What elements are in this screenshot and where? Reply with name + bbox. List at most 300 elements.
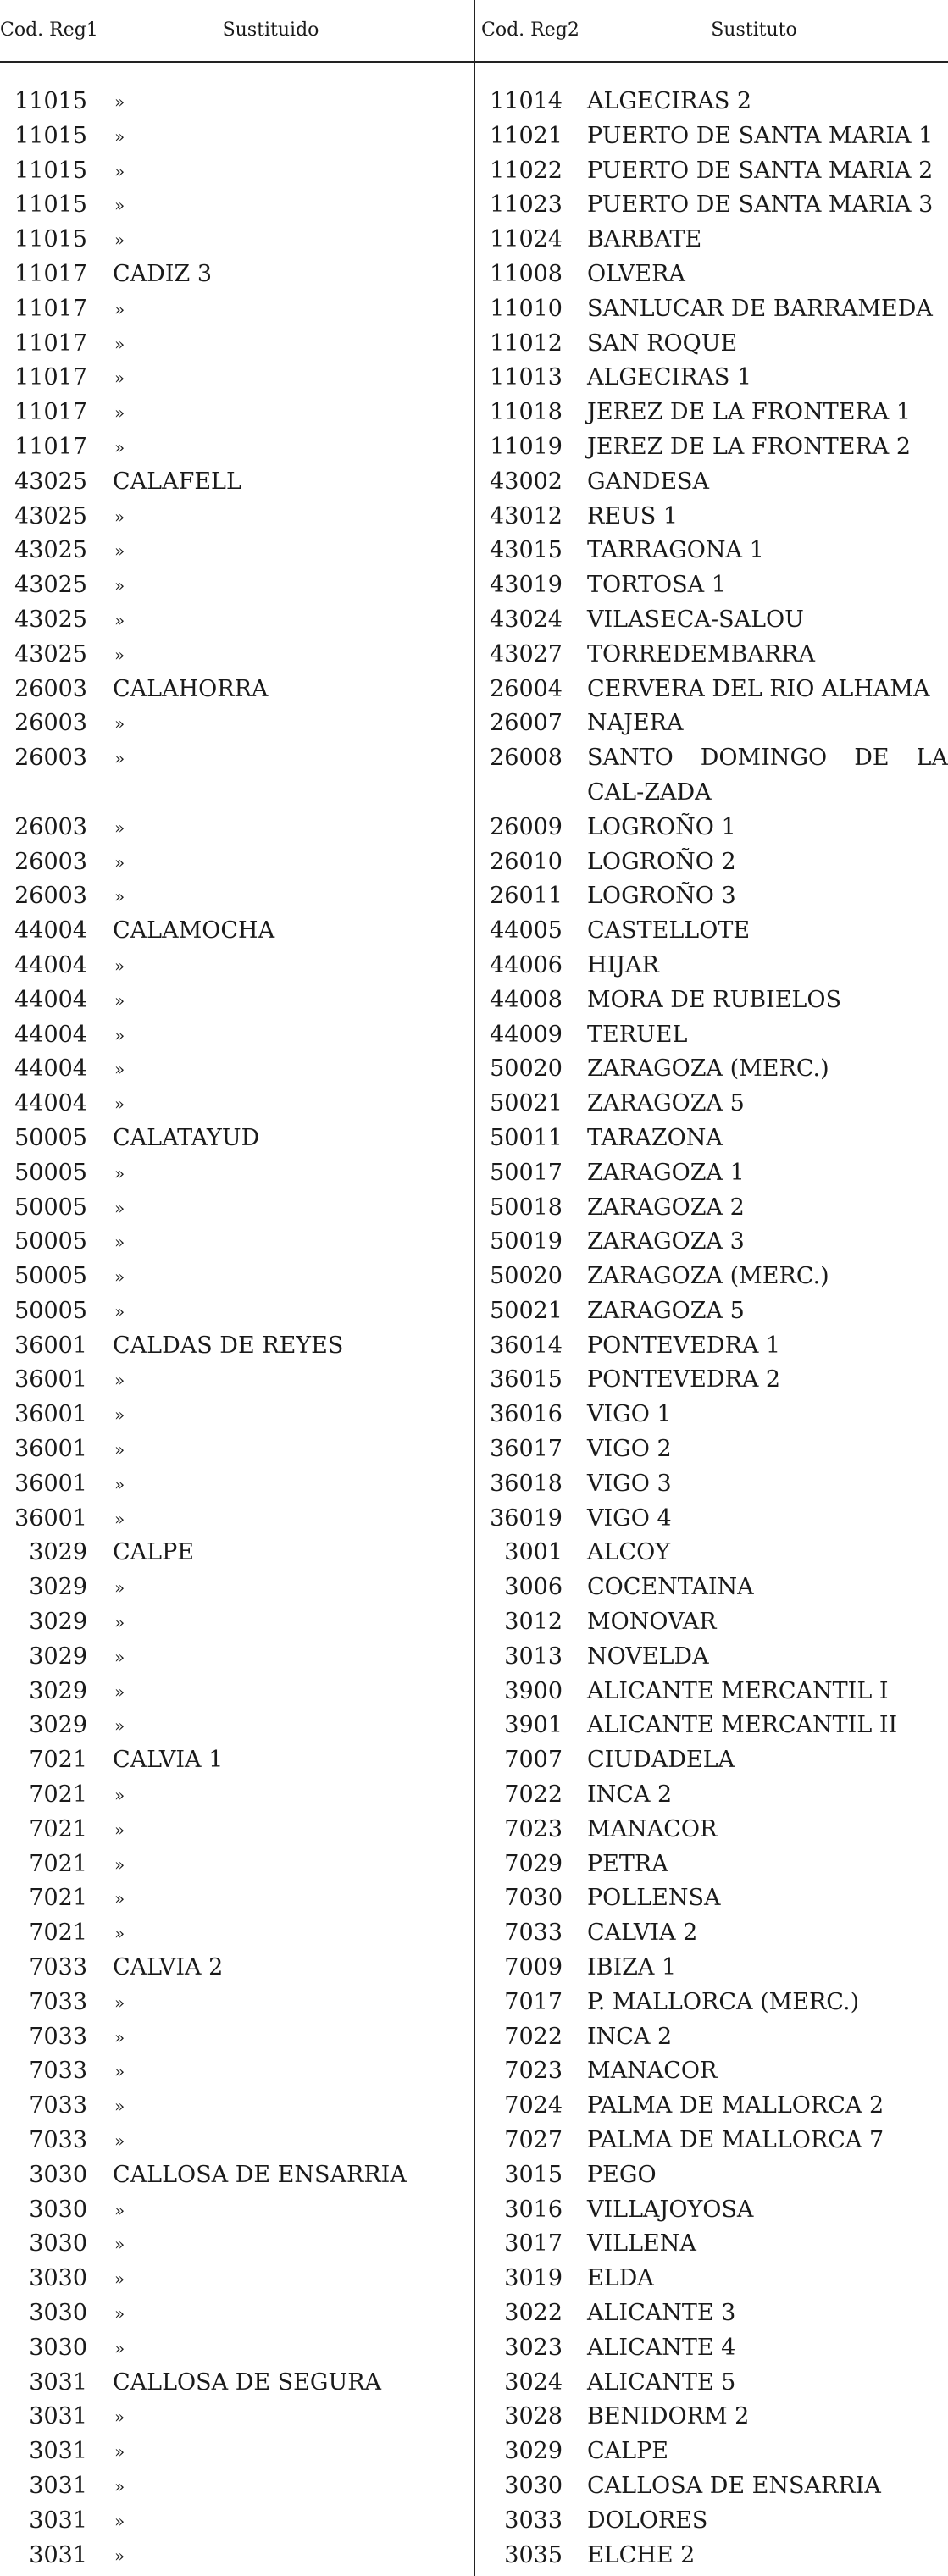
code-reg1-cell: 3029 xyxy=(29,1712,87,1739)
sustituto-cell: ZARAGOZA 3 xyxy=(587,1228,745,1255)
code-reg2-cell: 11019 xyxy=(490,433,563,460)
code-reg1-cell: 3031 xyxy=(29,2368,87,2396)
sustituto-cell: DOLORES xyxy=(587,2507,708,2534)
code-reg2-cell: 3006 xyxy=(504,1574,563,1601)
sustituto-cell: MONOVAR xyxy=(587,1609,717,1636)
sustituido-cell: » xyxy=(114,1439,125,1460)
sustituto-cell: CALVIA 2 xyxy=(587,1920,698,1947)
code-reg1-cell: 11015 xyxy=(14,191,87,219)
table-row xyxy=(0,119,948,154)
code-reg2-cell: 3016 xyxy=(504,2196,563,2223)
code-reg1-cell: 3030 xyxy=(29,2196,87,2223)
sustituto-cell: ZARAGOZA 2 xyxy=(587,1194,745,1221)
code-reg1-cell: 11015 xyxy=(14,157,87,184)
code-reg2-cell: 50021 xyxy=(490,1297,563,1324)
code-reg2-cell: 3900 xyxy=(504,1677,563,1704)
table-row xyxy=(0,914,948,949)
sustituto-cell: PONTEVEDRA 1 xyxy=(587,1332,781,1359)
sustituido-cell: CADIZ 3 xyxy=(113,260,212,287)
sustituido-cell: » xyxy=(114,1785,125,1806)
table-row xyxy=(0,258,948,292)
sustituto-cell: PEGO xyxy=(587,2161,657,2188)
code-reg2-cell: 36015 xyxy=(490,1366,563,1393)
code-reg1-cell: 50005 xyxy=(14,1228,87,1255)
code-reg2-cell: 44008 xyxy=(490,986,563,1013)
code-reg2-cell: 11013 xyxy=(490,364,563,391)
code-reg1-cell: 7033 xyxy=(29,2127,87,2154)
sustituto-cell: LOGROÑO 2 xyxy=(587,848,736,875)
code-reg1-cell: 43025 xyxy=(14,537,87,564)
sustituto-cell: ALICANTE 4 xyxy=(587,2334,736,2361)
sustituido-cell: » xyxy=(114,1094,125,1115)
sustituido-cell: » xyxy=(114,1370,125,1391)
sustituido-cell: » xyxy=(114,91,125,112)
table-row xyxy=(0,2262,948,2296)
code-reg1-cell: 3031 xyxy=(29,2472,87,2499)
code-reg1-cell: 43025 xyxy=(14,468,87,495)
header-sustituto: Sustituto xyxy=(711,19,797,41)
sustituto-cell: ELDA xyxy=(587,2265,654,2292)
sustituto-cell: COCENTAINA xyxy=(587,1574,754,1601)
code-reg2-cell: 50018 xyxy=(490,1194,563,1221)
sustituto-cell: REUS 1 xyxy=(587,502,679,529)
sustituido-cell: CALAFELL xyxy=(113,468,241,495)
sustituido-cell: » xyxy=(114,609,125,630)
code-reg2-cell: 3019 xyxy=(504,2265,563,2292)
table-row xyxy=(0,188,948,223)
table-row xyxy=(0,1122,948,1156)
sustituto-cell: SAN ROQUE xyxy=(587,330,738,357)
sustituido-cell: CALDAS DE REYES xyxy=(113,1332,344,1359)
sustituto-cell: TORTOSA 1 xyxy=(587,572,726,599)
sustituto-cell: VIGO 2 xyxy=(587,1436,672,1463)
sustituido-cell: » xyxy=(114,1888,125,1909)
code-reg1-cell: 11017 xyxy=(14,295,87,322)
code-reg1-cell: 11015 xyxy=(14,88,87,114)
sustituto-cell: ELCHE 2 xyxy=(587,2541,696,2568)
code-reg2-cell: 11021 xyxy=(490,122,563,149)
sustituido-cell: » xyxy=(114,2337,125,2358)
code-reg1-cell: 44004 xyxy=(14,1021,87,1048)
code-reg1-cell: 3029 xyxy=(29,1677,87,1704)
sustituido-cell: » xyxy=(114,2269,125,2290)
code-reg1-cell: 11017 xyxy=(14,433,87,460)
code-reg1-cell: 36001 xyxy=(14,1436,87,1463)
sustituido-cell: » xyxy=(114,644,125,665)
code-reg1-cell: 3030 xyxy=(29,2265,87,2292)
sustituido-cell: » xyxy=(114,1232,125,1253)
code-reg1-cell: 3030 xyxy=(29,2334,87,2361)
code-reg2-cell: 36018 xyxy=(490,1470,563,1497)
sustituido-cell: » xyxy=(114,1300,125,1321)
code-reg1-cell: 44004 xyxy=(14,1055,87,1083)
table-row xyxy=(0,154,948,189)
sustituto-cell: P. MALLORCA (MERC.) xyxy=(587,1988,860,2015)
sustituido-cell: » xyxy=(114,1404,125,1426)
table-row xyxy=(0,1225,948,1260)
table-row xyxy=(0,1675,948,1709)
sustituto-cell: PUERTO DE SANTA MARIA 2 xyxy=(587,157,934,184)
table-row xyxy=(0,1881,948,1916)
table-row xyxy=(0,1191,948,1226)
sustituto-cell: TORREDEMBARRA xyxy=(587,640,816,668)
code-reg2-cell: 50021 xyxy=(490,1090,563,1117)
table-row xyxy=(0,1536,948,1571)
sustituido-cell: » xyxy=(114,402,125,424)
code-reg2-cell: 36019 xyxy=(490,1504,563,1532)
code-reg2-cell: 26008 xyxy=(490,745,563,772)
sustituto-cell: PONTEVEDRA 2 xyxy=(587,1366,781,1393)
sustituido-cell: » xyxy=(114,748,125,769)
sustituido-cell: » xyxy=(114,1646,125,1667)
sustituido-cell: » xyxy=(114,436,125,457)
sustituto-cell: LOGROÑO 1 xyxy=(587,813,736,840)
sustituto-cell: IBIZA 1 xyxy=(587,1954,677,1981)
table-row xyxy=(0,1432,948,1467)
sustituido-cell: » xyxy=(114,575,125,596)
sustituto-cell: GANDESA xyxy=(587,468,710,495)
code-reg1-cell: 11017 xyxy=(14,364,87,391)
sustituto-cell: VIGO 4 xyxy=(587,1504,672,1532)
sustituto-cell: ALCOY xyxy=(587,1539,671,1566)
sustituido-cell: CALAMOCHA xyxy=(113,917,275,945)
code-reg1-cell: 11017 xyxy=(14,260,87,287)
table-row xyxy=(0,741,948,811)
code-reg1-cell: 7021 xyxy=(29,1920,87,1947)
code-reg1-cell: 26003 xyxy=(14,813,87,840)
code-reg2-cell: 7027 xyxy=(504,2127,563,2154)
sustituto-cell: ALICANTE 5 xyxy=(587,2368,736,2396)
table-row xyxy=(0,2124,948,2158)
sustituto-cell: ALGECIRAS 2 xyxy=(587,88,752,114)
code-reg2-cell: 7023 xyxy=(504,1815,563,1842)
sustituto-cell: SANTO DOMINGO DE LA CAL-ZADA xyxy=(587,745,948,806)
sustituto-cell: ALICANTE MERCANTIL I xyxy=(587,1677,889,1704)
sustituido-cell: CALPE xyxy=(113,1539,194,1566)
sustituto-cell: TARRAGONA 1 xyxy=(587,537,764,564)
code-reg1-cell: 7033 xyxy=(29,2023,87,2050)
code-reg1-cell: 26003 xyxy=(14,848,87,875)
header-code-reg1: Cod. Reg1 xyxy=(0,19,98,41)
table-row xyxy=(0,673,948,707)
table-body xyxy=(0,85,948,2573)
sustituto-cell: BENIDORM 2 xyxy=(587,2403,750,2430)
code-reg2-cell: 26010 xyxy=(490,848,563,875)
code-reg2-cell: 44009 xyxy=(490,1021,563,1048)
sustituto-cell: PALMA DE MALLORCA 7 xyxy=(587,2127,884,2154)
sustituido-cell: » xyxy=(114,333,125,354)
code-reg2-cell: 26007 xyxy=(490,710,563,737)
sustituto-cell: PALMA DE MALLORCA 2 xyxy=(587,2092,884,2119)
code-reg1-cell: 50005 xyxy=(14,1263,87,1290)
table-row xyxy=(0,949,948,983)
sustituto-cell: CALLOSA DE ENSARRIA xyxy=(587,2472,881,2499)
sustituido-cell: » xyxy=(114,1853,125,1875)
table-row xyxy=(0,706,948,741)
table-row xyxy=(0,2400,948,2435)
table-row xyxy=(0,845,948,880)
code-reg2-cell: 36017 xyxy=(490,1436,563,1463)
sustituto-cell: VIGO 3 xyxy=(587,1470,672,1497)
sustituto-cell: ZARAGOZA 5 xyxy=(587,1090,745,1117)
code-reg2-cell: 7030 xyxy=(504,1885,563,1912)
table-row xyxy=(0,1052,948,1087)
sustituido-cell: » xyxy=(114,506,125,527)
code-reg1-cell: 11017 xyxy=(14,330,87,357)
code-reg1-cell: 50005 xyxy=(14,1297,87,1324)
code-reg1-cell: 3029 xyxy=(29,1539,87,1566)
code-reg1-cell: 3029 xyxy=(29,1643,87,1670)
sustituido-cell: » xyxy=(114,2303,125,2324)
code-reg1-cell: 44004 xyxy=(14,986,87,1013)
table-row xyxy=(0,1605,948,1640)
code-reg1-cell: 3031 xyxy=(29,2507,87,2534)
sustituto-cell: CERVERA DEL RIO ALHAMA xyxy=(587,675,930,702)
table-row xyxy=(0,1951,948,1986)
code-reg2-cell: 7029 xyxy=(504,1850,563,1877)
code-reg2-cell: 50011 xyxy=(490,1124,563,1151)
code-reg1-cell: 7021 xyxy=(29,1747,87,1774)
sustituto-cell: JEREZ DE LA FRONTERA 2 xyxy=(587,433,911,460)
sustituto-cell: VILLAJOYOSA xyxy=(587,2196,754,2223)
code-reg1-cell: 26003 xyxy=(14,710,87,737)
code-reg1-cell: 44004 xyxy=(14,951,87,978)
code-reg2-cell: 3012 xyxy=(504,1609,563,1636)
table-row xyxy=(0,396,948,430)
code-reg1-cell: 7021 xyxy=(29,1781,87,1809)
sustituido-cell: CALLOSA DE ENSARRIA xyxy=(113,2161,407,2188)
table-row xyxy=(0,1571,948,1605)
sustituido-cell: » xyxy=(114,2475,125,2496)
table-row xyxy=(0,568,948,603)
sustituto-cell: INCA 2 xyxy=(587,1781,673,1809)
sustituido-cell: » xyxy=(114,1715,125,1737)
code-reg1-cell: 26003 xyxy=(14,675,87,702)
code-reg1-cell: 11015 xyxy=(14,122,87,149)
table-row xyxy=(0,1640,948,1675)
code-reg1-cell: 36001 xyxy=(14,1504,87,1532)
sustituido-cell: » xyxy=(114,1819,125,1840)
code-reg2-cell: 3028 xyxy=(504,2403,563,2430)
code-reg1-cell: 3031 xyxy=(29,2403,87,2430)
code-reg1-cell: 7021 xyxy=(29,1885,87,1912)
sustituto-cell: CALPE xyxy=(587,2438,668,2465)
sustituido-cell: » xyxy=(114,540,125,562)
code-reg1-cell: 26003 xyxy=(14,883,87,910)
table-row xyxy=(0,1398,948,1432)
sustituto-cell: TERUEL xyxy=(587,1021,688,1048)
code-reg1-cell: 3029 xyxy=(29,1574,87,1601)
table-row xyxy=(0,2020,948,2055)
code-reg2-cell: 11022 xyxy=(490,157,563,184)
sustituido-cell: » xyxy=(114,1266,125,1288)
code-reg2-cell: 3901 xyxy=(504,1712,563,1739)
sustituto-cell: OLVERA xyxy=(587,260,685,287)
sustituido-cell: » xyxy=(114,1577,125,1598)
code-reg1-cell: 7033 xyxy=(29,2092,87,2119)
table-row xyxy=(0,2435,948,2469)
sustituido-cell: » xyxy=(114,2407,125,2428)
table-row xyxy=(0,603,948,638)
header-code-reg2: Cod. Reg2 xyxy=(481,19,579,41)
table-row xyxy=(0,292,948,327)
table-row xyxy=(0,1467,948,1502)
header-sustituido: Sustituido xyxy=(222,19,319,41)
code-reg1-cell: 43025 xyxy=(14,572,87,599)
sustituto-cell: ZARAGOZA 1 xyxy=(587,1159,745,1186)
table-row xyxy=(0,2539,948,2573)
sustituido-cell: » xyxy=(114,230,125,251)
table-row xyxy=(0,500,948,535)
code-reg2-cell: 3029 xyxy=(504,2438,563,2465)
code-reg2-cell: 3022 xyxy=(504,2300,563,2326)
table-row xyxy=(0,1986,948,2020)
table-row xyxy=(0,361,948,396)
code-reg1-cell: 7033 xyxy=(29,2058,87,2085)
sustituido-cell: » xyxy=(114,1473,125,1494)
sustituido-cell: CALLOSA DE SEGURA xyxy=(113,2368,382,2396)
code-reg1-cell: 36001 xyxy=(14,1332,87,1359)
code-reg1-cell: 36001 xyxy=(14,1470,87,1497)
code-reg2-cell: 11024 xyxy=(490,226,563,253)
code-reg2-cell: 43012 xyxy=(490,502,563,529)
table-row xyxy=(0,430,948,465)
sustituto-cell: ZARAGOZA (MERC.) xyxy=(587,1263,829,1290)
code-reg1-cell: 3031 xyxy=(29,2438,87,2465)
code-reg2-cell: 43027 xyxy=(490,640,563,668)
code-reg2-cell: 50020 xyxy=(490,1055,563,1083)
table-row xyxy=(0,1156,948,1191)
code-reg2-cell: 50019 xyxy=(490,1228,563,1255)
table-row xyxy=(0,465,948,500)
table-row xyxy=(0,1916,948,1951)
table-row xyxy=(0,2296,948,2331)
sustituido-cell: » xyxy=(114,1508,125,1529)
table-row xyxy=(0,1294,948,1329)
code-reg2-cell: 7007 xyxy=(504,1747,563,1774)
code-reg1-cell: 3030 xyxy=(29,2300,87,2326)
code-reg2-cell: 11014 xyxy=(490,88,563,114)
sustituto-cell: MANACOR xyxy=(587,1815,718,1842)
code-reg2-cell: 3033 xyxy=(504,2507,563,2534)
code-reg2-cell: 11023 xyxy=(490,191,563,219)
table-row xyxy=(0,2366,948,2401)
code-reg2-cell: 11008 xyxy=(490,260,563,287)
code-reg1-cell: 3030 xyxy=(29,2230,87,2257)
sustituto-cell: ALICANTE MERCANTIL II xyxy=(587,1712,898,1739)
code-reg1-cell: 7021 xyxy=(29,1850,87,1877)
table-row xyxy=(0,1018,948,1053)
code-reg1-cell: 11017 xyxy=(14,399,87,426)
table-row xyxy=(0,2504,948,2539)
code-reg2-cell: 50020 xyxy=(490,1263,563,1290)
sustituto-cell: NAJERA xyxy=(587,710,684,737)
sustituido-cell: » xyxy=(114,955,125,976)
sustituto-cell: TARAZONA xyxy=(587,1124,723,1151)
code-reg1-cell: 44004 xyxy=(14,1090,87,1117)
sustituido-cell: » xyxy=(114,2061,125,2082)
code-reg2-cell: 36016 xyxy=(490,1401,563,1428)
code-reg1-cell: 7021 xyxy=(29,1815,87,1842)
table-row xyxy=(0,983,948,1018)
code-reg2-cell: 3035 xyxy=(504,2541,563,2568)
sustituto-cell: CIUDADELA xyxy=(587,1747,735,1774)
sustituto-cell: LOGROÑO 3 xyxy=(587,883,736,910)
sustituto-cell: HIJAR xyxy=(587,951,659,978)
sustituto-cell: ALICANTE 3 xyxy=(587,2300,736,2326)
code-reg1-cell: 50005 xyxy=(14,1124,87,1151)
code-reg2-cell: 43015 xyxy=(490,537,563,564)
code-reg2-cell: 43019 xyxy=(490,572,563,599)
code-reg2-cell: 3013 xyxy=(504,1643,563,1670)
table-row xyxy=(0,1502,948,1537)
code-reg2-cell: 26004 xyxy=(490,675,563,702)
sustituido-cell: » xyxy=(114,2096,125,2117)
code-reg2-cell: 26011 xyxy=(490,883,563,910)
table-row xyxy=(0,811,948,845)
table-row xyxy=(0,638,948,673)
sustituto-cell: POLLENSA xyxy=(587,1885,721,1912)
code-reg2-cell: 7024 xyxy=(504,2092,563,2119)
code-reg1-cell: 36001 xyxy=(14,1401,87,1428)
table-row xyxy=(0,879,948,914)
table-row xyxy=(0,1260,948,1294)
sustituido-cell: » xyxy=(114,2441,125,2462)
table-row xyxy=(0,2193,948,2228)
sustituido-cell: » xyxy=(114,1923,125,1944)
sustituto-cell: VILLENA xyxy=(587,2230,696,2257)
sustituido-cell: » xyxy=(114,2234,125,2255)
sustituido-cell: » xyxy=(114,2026,125,2047)
code-reg2-cell: 26009 xyxy=(490,813,563,840)
code-reg2-cell: 7022 xyxy=(504,2023,563,2050)
sustituido-cell: » xyxy=(114,2510,125,2531)
table-row xyxy=(0,1813,948,1848)
table-row xyxy=(0,327,948,362)
sustituto-cell: MANACOR xyxy=(587,2058,718,2085)
code-reg1-cell: 26003 xyxy=(14,745,87,772)
code-reg2-cell: 7017 xyxy=(504,1988,563,2015)
sustituido-cell: » xyxy=(114,1162,125,1183)
code-reg1-cell: 43025 xyxy=(14,606,87,633)
code-reg2-cell: 3030 xyxy=(504,2472,563,2499)
sustituto-cell: PUERTO DE SANTA MARIA 3 xyxy=(587,191,934,219)
sustituido-cell: CALVIA 2 xyxy=(113,1954,224,1981)
code-reg2-cell: 36014 xyxy=(490,1332,563,1359)
code-reg1-cell: 44004 xyxy=(14,917,87,945)
table-row xyxy=(0,1743,948,1778)
code-reg2-cell: 7023 xyxy=(504,2058,563,2085)
table-row xyxy=(0,1329,948,1364)
code-reg1-cell: 7033 xyxy=(29,1954,87,1981)
sustituido-cell: » xyxy=(114,1612,125,1633)
sustituido-cell: » xyxy=(114,160,125,181)
sustituto-cell: BARBATE xyxy=(587,226,702,253)
sustituido-cell: » xyxy=(114,713,125,734)
sustituido-cell: » xyxy=(114,1681,125,1702)
code-reg2-cell: 43002 xyxy=(490,468,563,495)
table-row xyxy=(0,2158,948,2193)
sustituido-cell: » xyxy=(114,2199,125,2220)
sustituto-cell: INCA 2 xyxy=(587,2023,673,2050)
table-row xyxy=(0,2469,948,2504)
code-reg2-cell: 3024 xyxy=(504,2368,563,2396)
sustituto-cell: MORA DE RUBIELOS xyxy=(587,986,841,1013)
sustituto-cell: PUERTO DE SANTA MARIA 1 xyxy=(587,122,934,149)
table-row xyxy=(0,1363,948,1398)
table-row xyxy=(0,534,948,568)
sustituto-cell: SANLUCAR DE BARRAMEDA xyxy=(587,295,933,322)
